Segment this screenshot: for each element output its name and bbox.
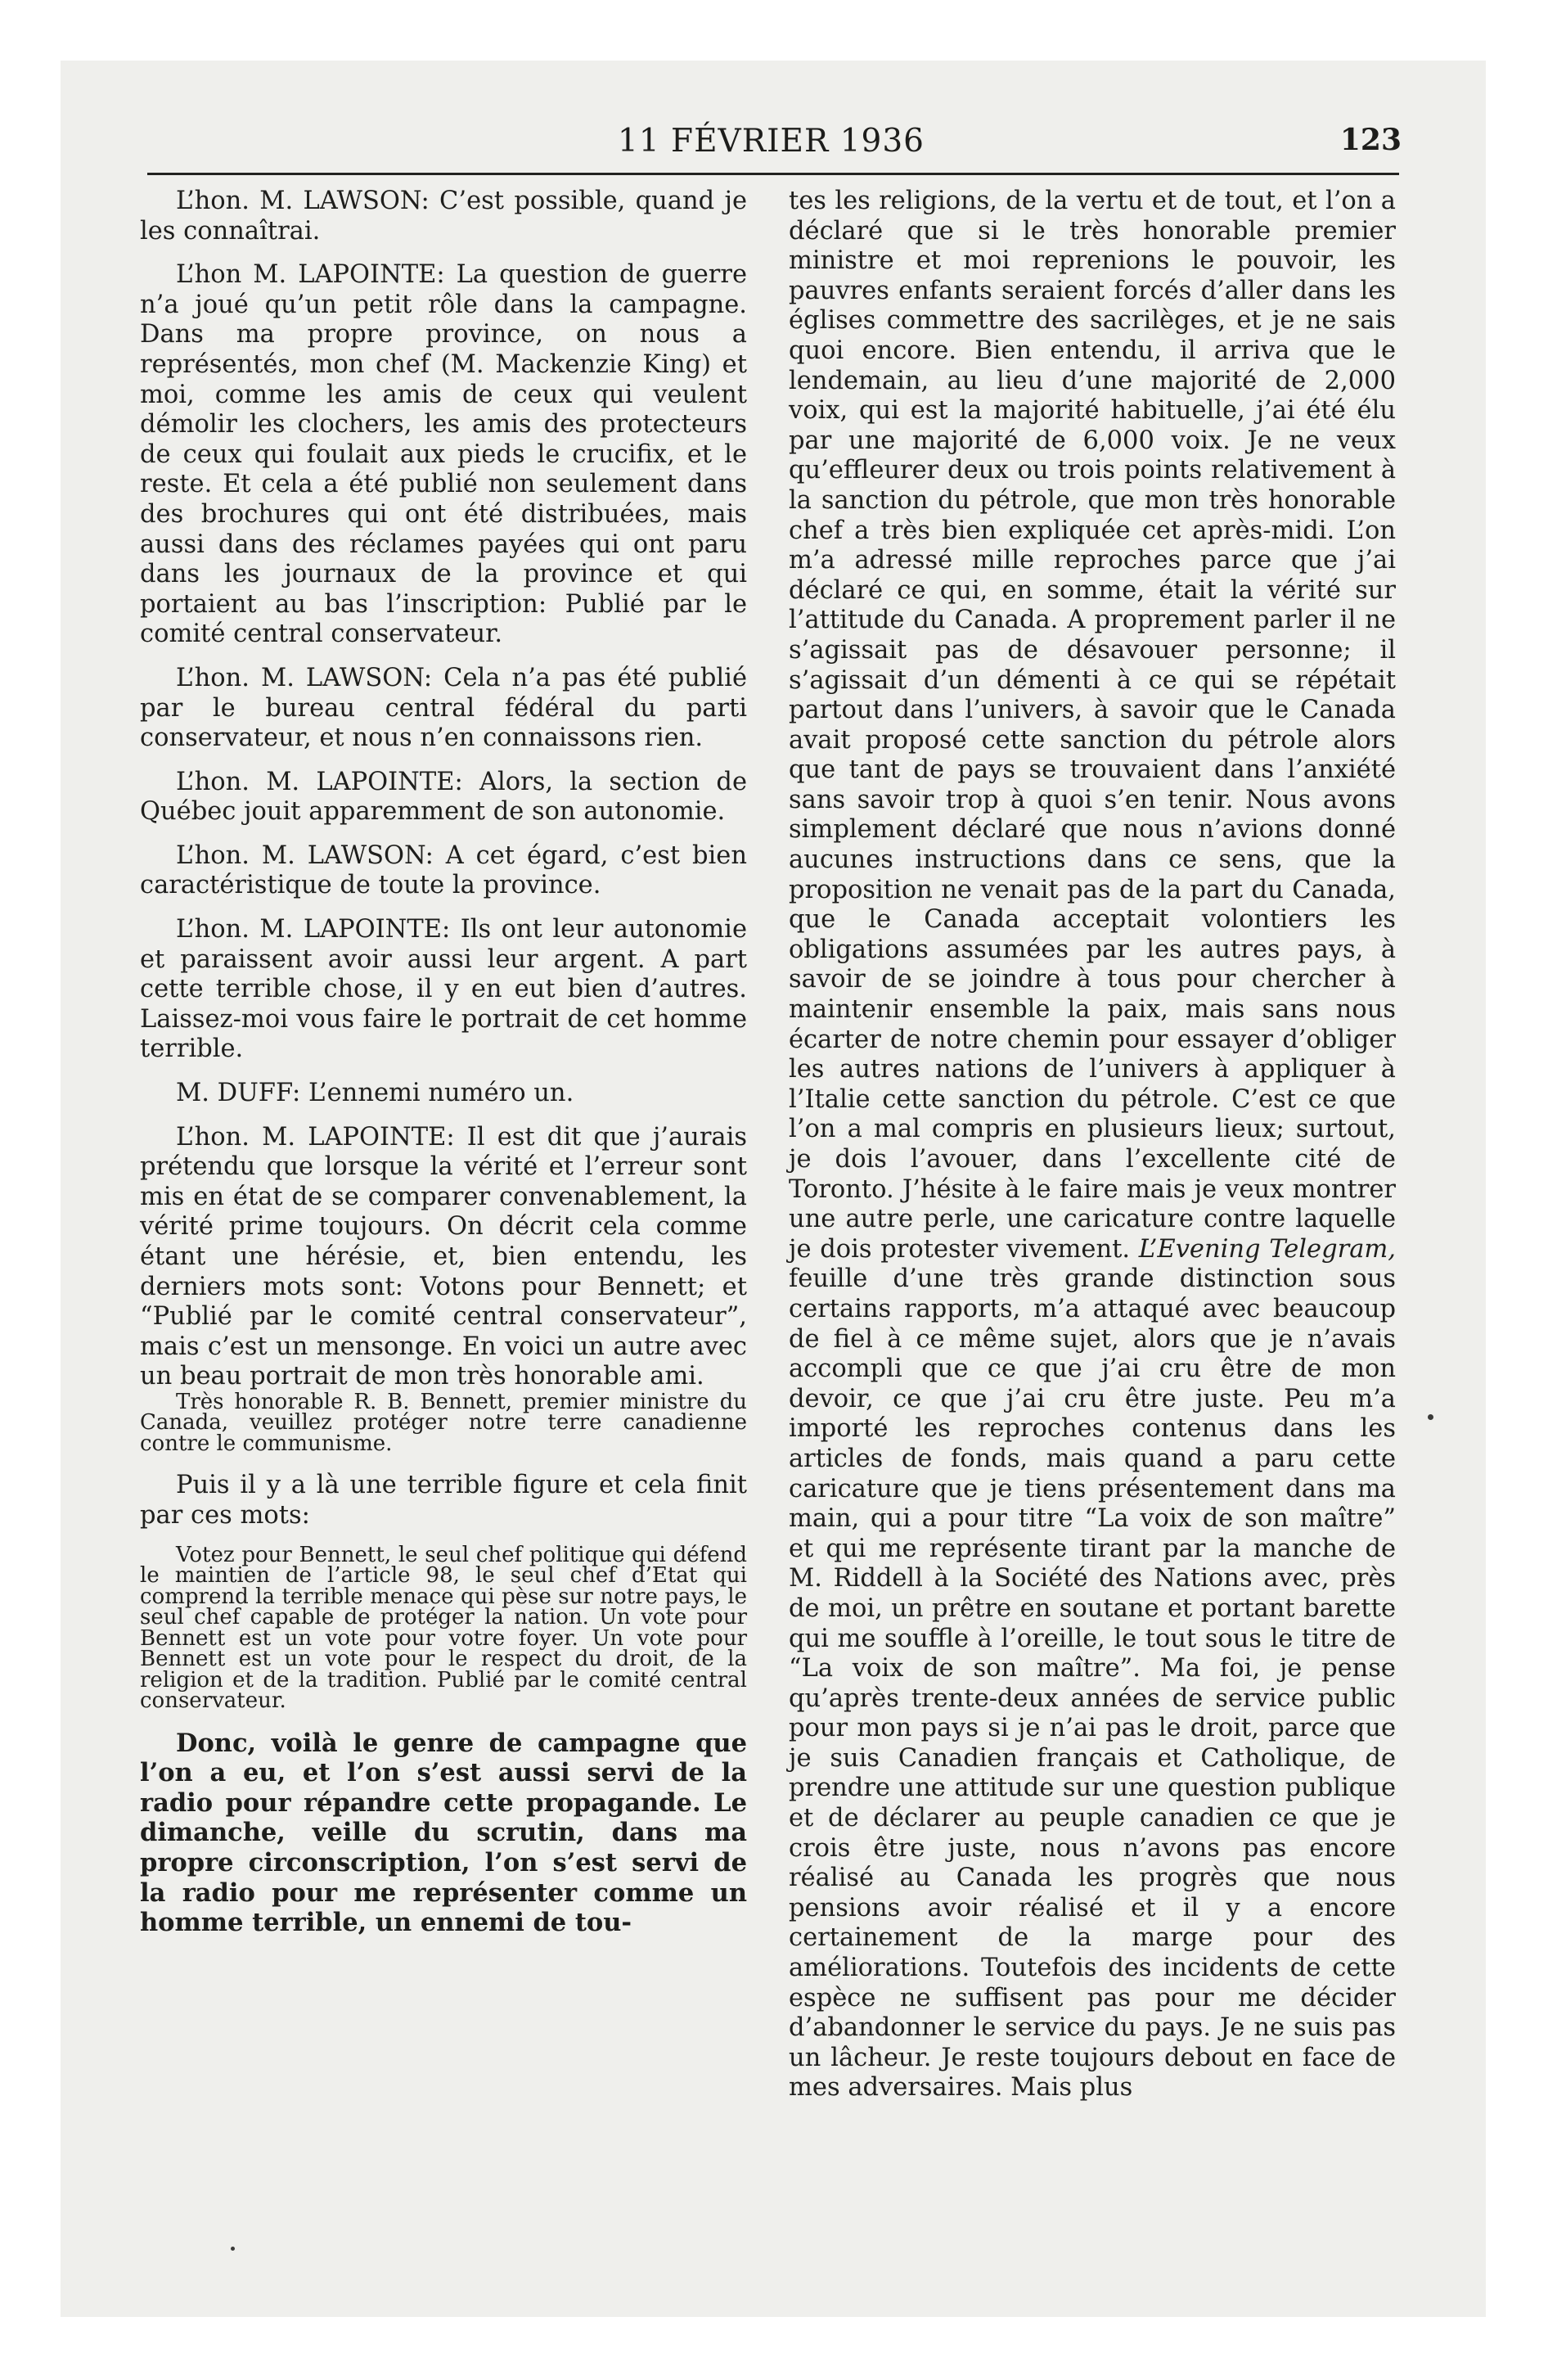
paragraph-duff: M. DUFF: L’ennemi numéro un. [176, 1079, 574, 1108]
paragraph-lapointe-1: L’hon M. LAPOINTE: La question de guerre n’a joué qu’un petit rôle dans la campagne. Dans ma propre province, on nous a représentés, mon chef (M. Mackenzie King) et moi, comme les amis de ceux qui veulent démolir les clochers, les amis des protecteurs de ceux qui foulait aux pieds le crucifix, et le reste. Et cela a été publié non seulement dans des brochures qui ont été distribuées, mais aussi dans des réclames payées qui ont paru dans les journaux de la province et qui portaient au bas l’inscription: Publié par le comité central conservateur. [140, 260, 747, 649]
evening-telegram-title: L’Evening Telegram, [1138, 1234, 1396, 1264]
paragraph-continuation [789, 187, 1396, 2103]
page-number: 123 [1339, 123, 1402, 157]
paragraph-lapointe-3: L’hon. M. LAPOINTE: Ils ont leur autonomie et paraissent avoir aussi leur argent. A part cette terrible chose, il y en eut bien d’autres. Laissez-moi vous faire le portrait de cet homme terrible. [140, 915, 747, 1064]
left-column [140, 187, 747, 1952]
header-rule [147, 173, 1399, 175]
margin-speck [231, 2247, 235, 2251]
paragraph-lapointe-2: L’hon. M. LAPOINTE: Alors, la section de Québec jouit apparemment de son autonomie. [140, 767, 747, 827]
quote-votez-pour-bennett: Votez pour Bennett, le seul chef politique qui défend le maintien de l’article 98, le seul chef d’Etat qui comprend la terrible menace qui pèse sur notre pays, le seul chef capable de protéger la nation. Un vote pour Bennett est un vote pour votre foyer. Un vote pour Bennett est un vote pour le respect du droit, de la religion et de la tradition. Publié par le comité central conservateur. [140, 1542, 747, 1714]
paragraph-lawson-3: L’hon. M. LAWSON: A cet égard, c’est bien caractéristique de toute la province. [140, 841, 747, 900]
paragraph-lawson-1: L’hon. M. LAWSON: C’est possible, quand je les connaîtrai. [140, 187, 747, 246]
paragraph-lapointe-4: L’hon. M. LAPOINTE: Il est dit que j’aurais prétendu que lorsque la vérité et l’erreur sont mis en état de se comparer convenablement, la vérité prime toujours. On décrit cela comme étant une hérésie, et, bien entendu, les derniers mots sont: Votons pour Bennett; et “Publié par le comité central conservateur”, mais c’est un mensonge. En voici un autre avec un beau portrait de mon très honorable ami. [140, 1122, 747, 1391]
quote-bennett-portrait: Très honorable R. B. Bennett, premier ministre du Canada, veuillez protéger notre terre canadienne contre le communisme. [140, 1389, 747, 1456]
right-column [789, 187, 1396, 2117]
page-date: 11 FÉVRIER 1936 [618, 123, 925, 160]
margin-speck [1428, 1414, 1433, 1420]
paragraph-campaign-radio: Donc, voilà le genre de campagne que l’on a eu, et l’on s’est aussi servi de la radio pour répandre cette propagande. Le dimanche, veille du scrutin, dans ma propre circonscription, l’on s’est servi de la radio pour me représenter comme un homme terrible, un ennemi de tou- [140, 1728, 747, 1938]
continuation-text-2: feuille d’une très grande distinction sous certains rapports, m’a attaqué avec beaucoup de fiel à ce même sujet, alors que je n’avais accompli que ce que j’ai cru être de mon devoir, ce que j’ai cru être juste. Peu m’a importé les reproches contenus dans les articles de fonds, mais quand a paru cette caricature que je tiens présentement dans ma main, qui a pour titre “La voix de son maître” et qui me représente tirant par la manche de M. Riddell à la Société des Nations avec, près de moi, un prêtre en soutane et portant barette qui me souffle à l’oreille, le tout sous le titre de “La voix de son maître”. Ma foi, je pense qu’après trente-deux années de service public pour mon pays si je n’ai pas le droit, parce que je suis Canadien français et Catholique, de prendre une attitude sur une question publique et de déclarer au peuple canadien ce que je crois être juste, nous n’avons pas encore réalisé au Canada les progrès que nous pensions avoir réalisé et il y a encore certainement de la marge pour des améliorations. Toutefois des incidents de cette espèce ne suffisent pas pour me décider d’abandonner le service du pays. Je ne suis pas un lâcheur. Je reste toujours debout en face de mes adversaires. Mais plus [789, 1264, 1396, 2103]
continuation-text: tes les religions, de la vertu et de tout, et l’on a déclaré que si le très honorable premier ministre et moi reprenions le pouvoir, les pauvres enfants seraient forcés d’aller dans les églises commettre des sacrilèges, et je ne sais quoi encore. Bien entendu, il arriva que le lendemain, au lieu d’une majorité de 2,000 voix, qui est la majorité habituelle, j’ai été élu par une majorité de 6,000 voix. Je ne veux qu’effleurer deux ou trois points relativement à la sanction du pétrole, que mon très honorable chef a très bien expliquée cet après-midi. L’on m’a adressé mille reproches parce que j’ai déclaré ce qui, en somme, était la vérité sur l’attitude du Canada. A proprement parler il ne s’agissait pas de désavouer personne; il s’agissait d’un démenti à ce qui se répétait partout dans l’univers, à savoir que le Canada avait proposé cette sanction du pétrole alors que tant de pays se trouvaient dans l’anxiété sans savoir trop à quoi s’en tenir. Nous avons simplement déclaré que nous n’avions donné aucunes instructions dans ce sens, que la proposition ne venait pas de la part du Canada, que le Canada acceptait volontiers les obligations assumées par les autres pays, à savoir de se joindre à tous pour chercher à maintenir ensemble la paix, mais sans nous écarter de notre chemin pour essayer d’obliger les autres nations de l’univers à appliquer à l’Italie cette sanction du pétrole. C’est ce que l’on a mal compris en plusieurs lieux; surtout, je dois l’avouer, dans l’excellente cité de Toronto. J’hésite à le faire mais je veux montrer une autre perle, une caricature contre laquelle je dois protester vivement. [789, 187, 1396, 1264]
page-header [147, 123, 1402, 172]
paragraph-terrible-figure: Puis il y a là une terrible figure et cela finit par ces mots: [140, 1471, 747, 1530]
paragraph-lawson-2: L’hon. M. LAWSON: Cela n’a pas été publié par le bureau central fédéral du parti conservateur, et nous n’en connaissons rien. [140, 663, 747, 753]
